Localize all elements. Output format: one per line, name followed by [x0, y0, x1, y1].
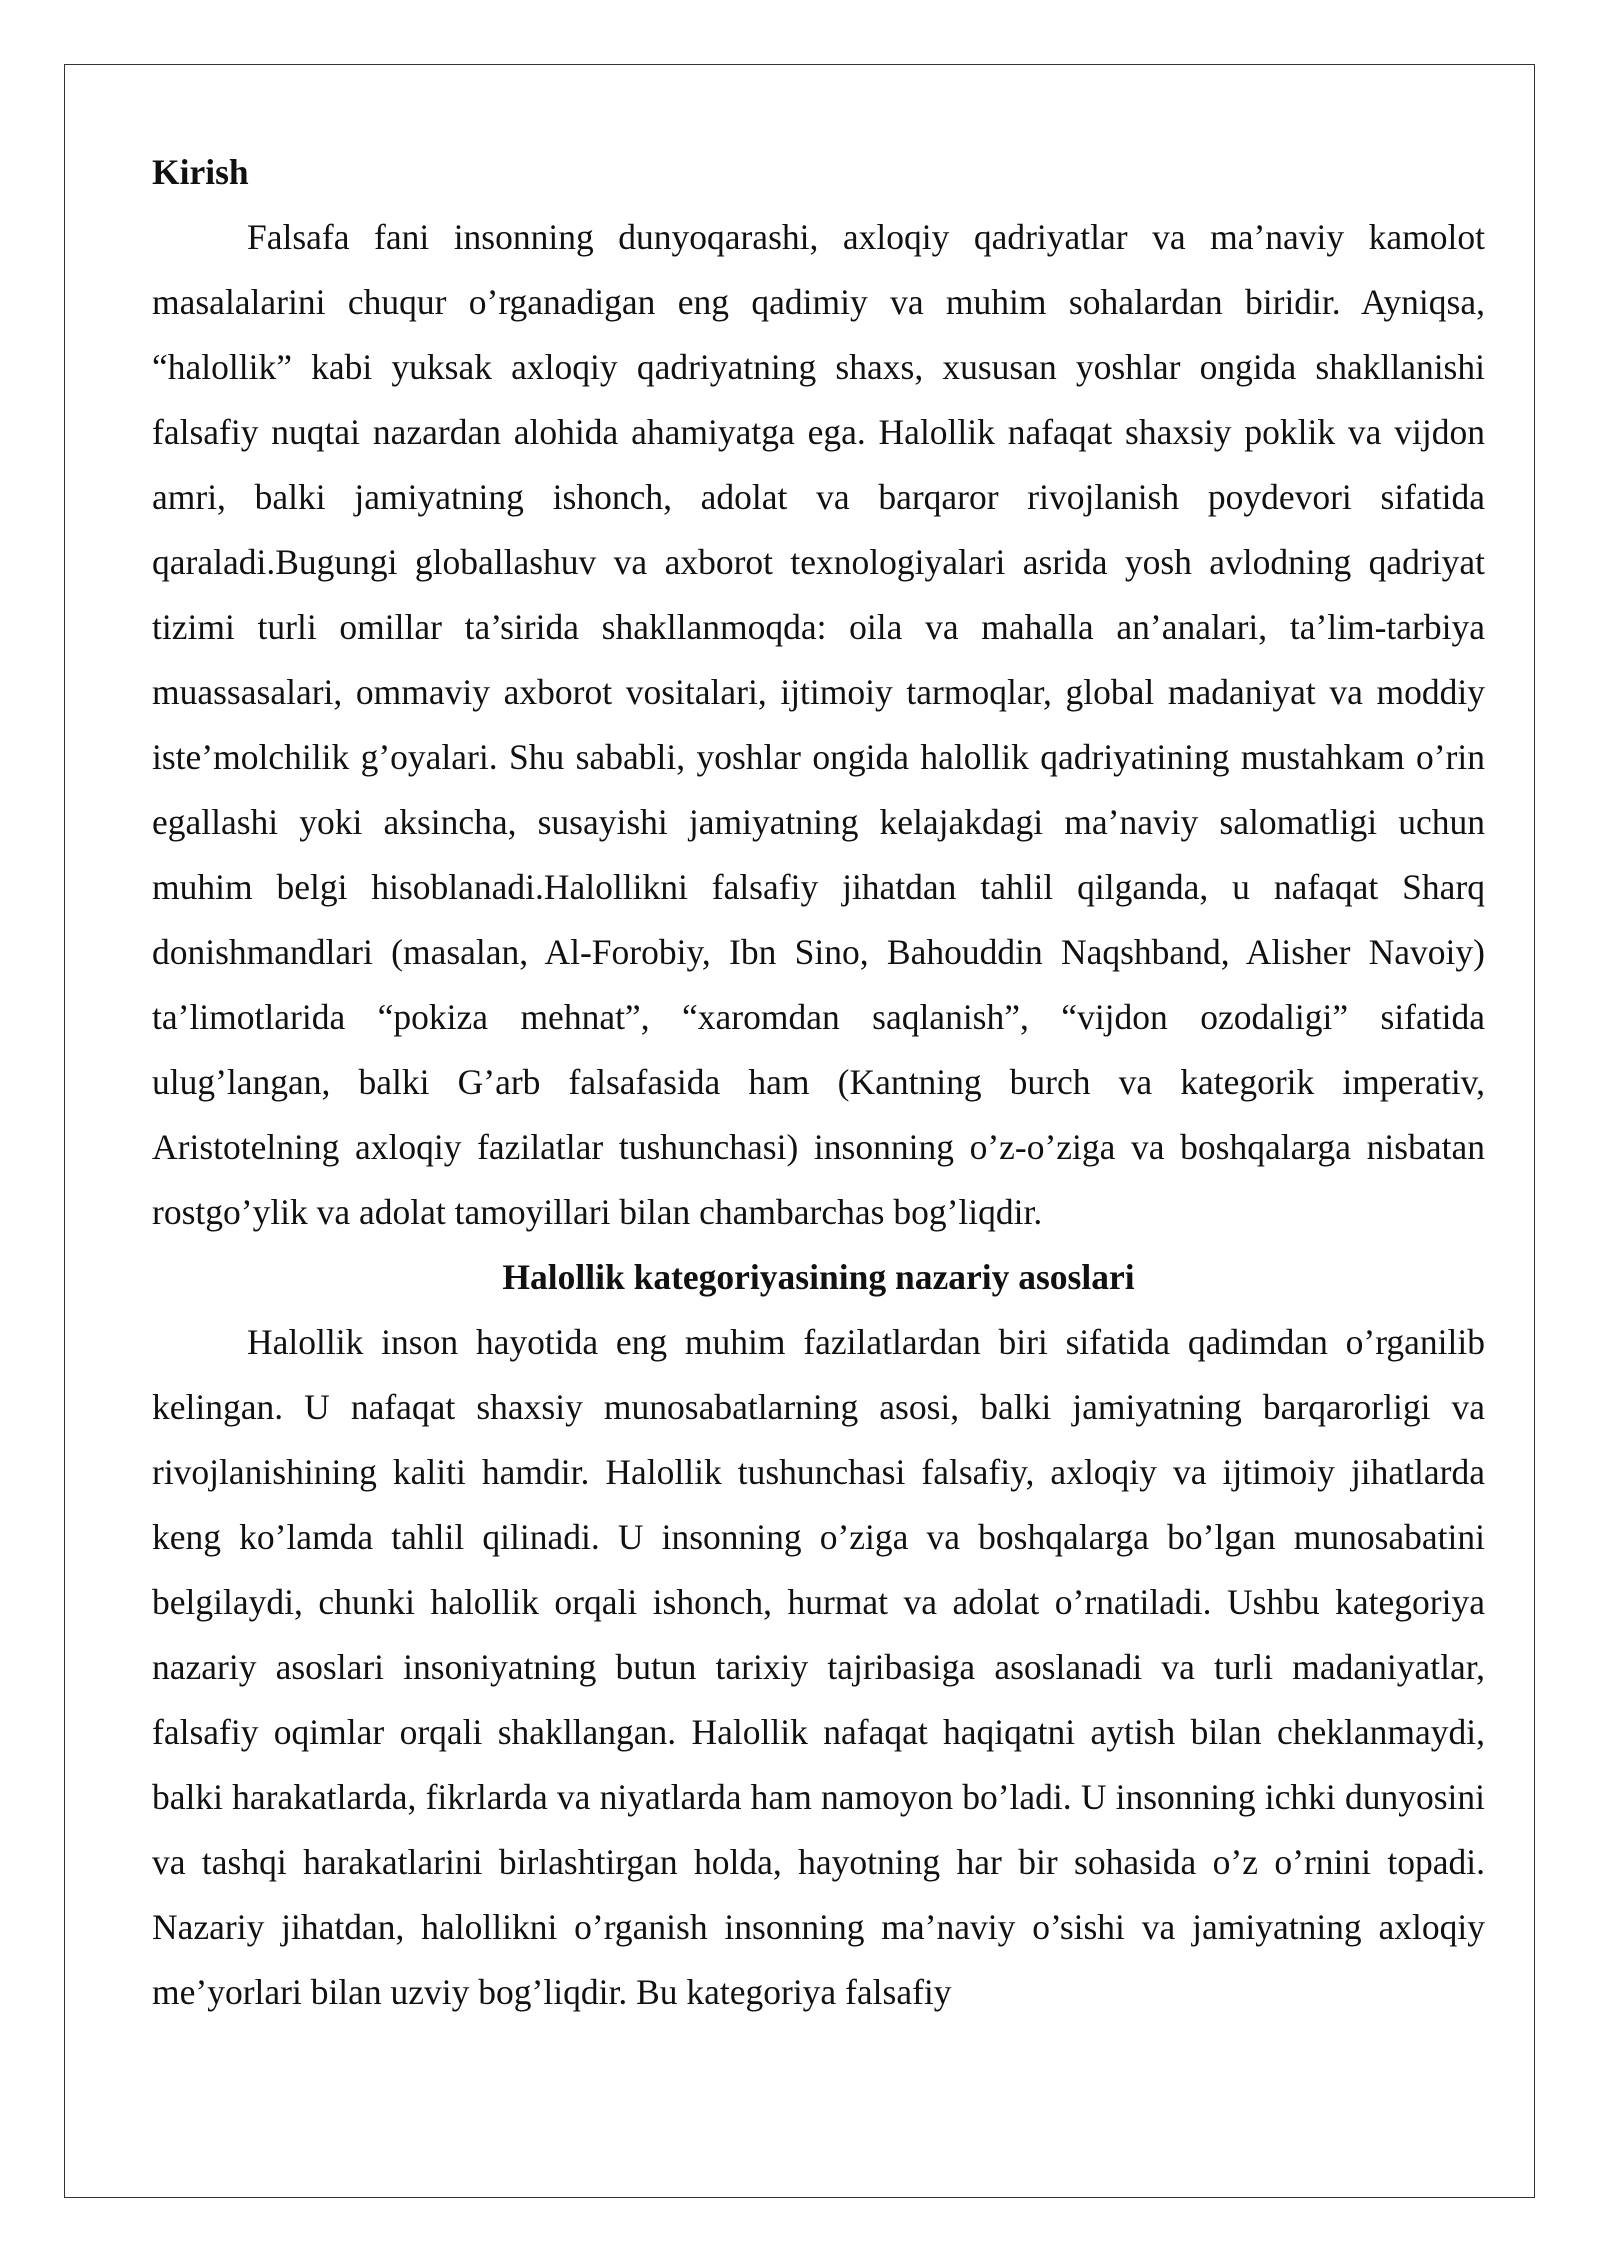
document-body — [152, 140, 1485, 2025]
heading-intro: Kirish — [152, 152, 249, 192]
paragraph-section: Halollik inson hayotida eng muhim fazilatlardan biri sifatida qadimdan o’rganilib kelingan. U nafaqat shaxsiy munosabatlarning asosi, balki jamiyatning barqarorligi va rivojlanishining kaliti hamdir. Halollik tushunchasi falsafiy, axloqiy va ijtimoiy jihatlarda keng ko’lamda tahlil qilinadi. U insonning o’ziga va boshqalarga bo’lgan munosabatini belgilaydi, chunki halollik orqali ishonch, hurmat va adolat o’rnatiladi. Ushbu kategoriya nazariy asoslari insoniyatning butun tarixiy tajribasiga asoslanadi va turli madaniyatlar, falsafiy oqimlar orqali shakllangan. Halollik nafaqat haqiqatni aytish bilan cheklanmaydi, balki harakatlarda, fikrlarda va niyatlarda ham namoyon bo’ladi. U insonning ichki dunyosini va tashqi harakatlarini birlashtirgan holda, hayotning har bir sohasida o’z o’rnini topadi. Nazariy jihatdan, halollikni o’rganish insonning ma’naviy o’sishi va jamiyatning axloqiy me’yorlari bilan uzviy bog’liqdir. Bu kategoriya falsafiy — [152, 1322, 1485, 2012]
heading-section: Halollik kategoriyasining nazariy asoslari — [502, 1257, 1135, 1297]
paragraph-intro: Falsafa fani insonning dunyoqarashi, axloqiy qadriyatlar va ma’naviy kamolot masalalarini chuqur o’rganadigan eng qadimiy va muhim sohalardan biridir. Ayniqsa, “halollik” kabi yuksak axloqiy qadriyatning shaxs, xususan yoshlar ongida shakllanishi falsafiy nuqtai nazardan alohida ahamiyatga ega. Halollik nafaqat shaxsiy poklik va vijdon amri, balki jamiyatning ishonch, adolat va barqaror rivojlanish poydevori sifatida qaraladi.Bugungi globallashuv va axborot texnologiyalari asrida yosh avlodning qadriyat tizimi turli omillar ta’sirida shakllanmoqda: oila va mahalla an’analari, ta’lim-tarbiya muassasalari, ommaviy axborot vositalari, ijtimoiy tarmoqlar, global madaniyat va moddiy iste’molchilik g’oyalari. Shu sababli, yoshlar ongida halollik qadriyatining mustahkam o’rin egallashi yoki aksincha, susayishi jamiyatning kelajakdagi ma’naviy salomatligi uchun muhim belgi hisoblanadi.Halollikni falsafiy jihatdan tahlil qilganda, u nafaqat Sharq donishmandlari (masalan, Al-Forobiy, Ibn Sino, Bahouddin Naqshband, Alisher Navoiy) ta’limotlarida “pokiza mehnat”, “xaromdan saqlanish”, “vijdon ozodaligi” sifatida ulug’langan, balki G’arb falsafasida ham (Kantning burch va kategorik imperativ, Aristotelning axloqiy fazilatlar tushunchasi) insonning o’z-o’ziga va boshqalarga nisbatan rostgo’ylik va adolat tamoyillari bilan chambarchas bog’liqdir. — [152, 217, 1485, 1232]
